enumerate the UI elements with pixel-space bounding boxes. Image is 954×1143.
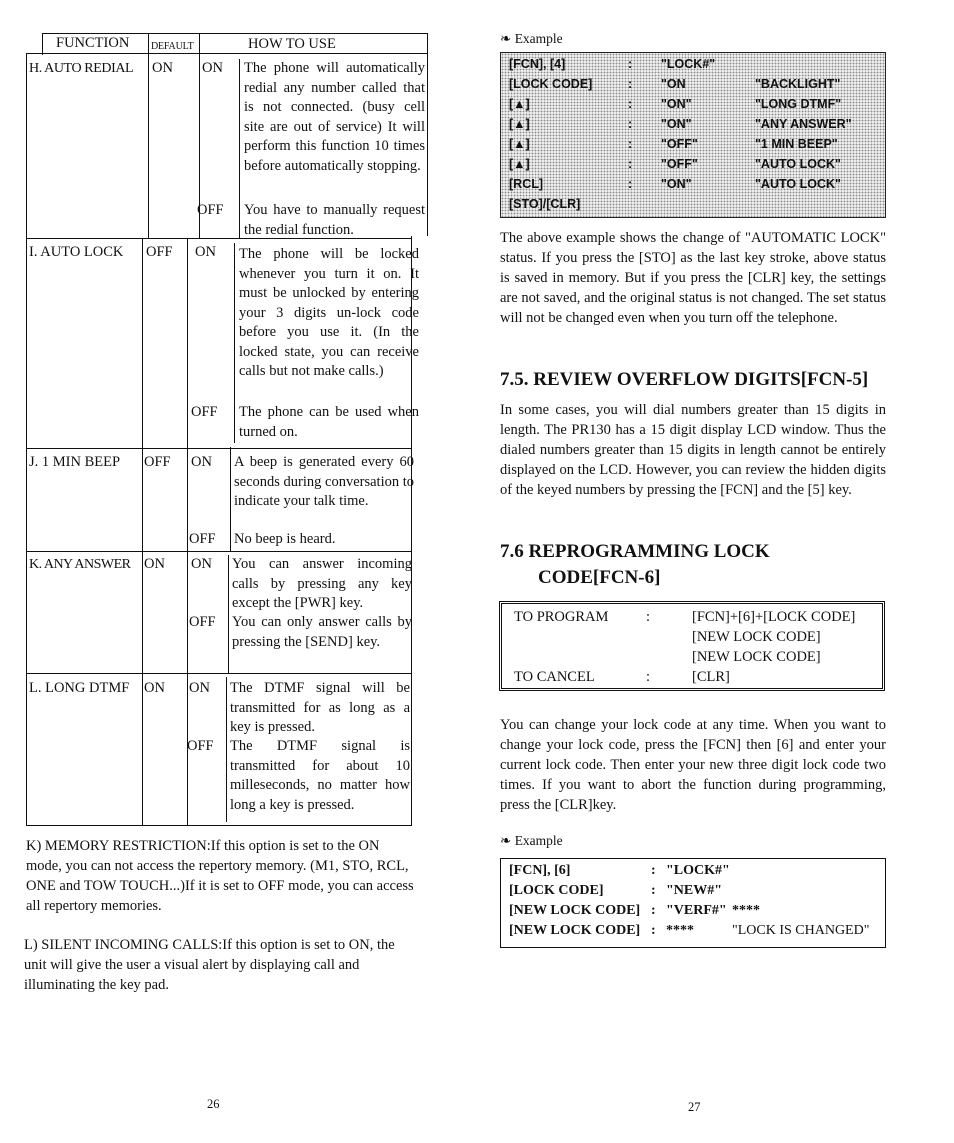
example-sep: : (628, 177, 633, 191)
section-title-7-5: 7.5. REVIEW OVERFLOW DIGITS[FCN-5] (500, 369, 869, 390)
function-name: K. ANY ANSWER (29, 557, 131, 572)
example-label: ❧ Example (500, 833, 563, 848)
row-separator (26, 448, 412, 449)
bullet-icon: ❧ (500, 833, 512, 848)
example-result: "BACKLIGHT" (755, 77, 841, 91)
setting-description: The phone will be locked whenever you turn it on. It must be unlocked by entering your 3 digits un-lock code before you use it. (In the locked state, you can receive calls but not make calls.) (239, 246, 419, 379)
example-row (501, 177, 885, 195)
setting-value: ON (191, 454, 212, 470)
default-value: OFF (144, 454, 171, 470)
example-key: [STO]/[CLR] (509, 197, 581, 211)
example-sep: : (628, 157, 633, 171)
default-value: ON (144, 680, 165, 696)
example-display: "NEW#" (666, 883, 722, 898)
memory-restriction-note: K) MEMORY RESTRICTION:If this option is set to the ON mode, you can not access the repertory memory. (M1, STO, RCL, ONE and TOW TOUCH...)If it is set to OFF mode, you can access all repertory memories. (26, 838, 414, 914)
cancel-sep: : (646, 669, 651, 685)
example-extra: **** (732, 903, 760, 918)
setting-description: The DTMF signal is transmitted for about 10 milleseconds, no matter how long a key is pressed. (230, 738, 410, 813)
header-function: FUNCTION (56, 35, 130, 51)
example-key: [RCL] (509, 177, 544, 191)
example-key: [▲] (509, 97, 530, 111)
example-key: [NEW LOCK CODE] (509, 923, 641, 938)
example-display: **** (666, 923, 694, 938)
desc-divider (234, 243, 235, 443)
example-display: "LOCK#" (666, 863, 730, 878)
example-key: [FCN], [6] (509, 863, 571, 878)
example-display: "VERF#" (666, 903, 727, 918)
program-sep: : (646, 609, 651, 625)
example-result: "ANY ANSWER" (755, 117, 852, 131)
setting-value: ON (202, 60, 223, 76)
example-row (501, 137, 885, 155)
to-cancel-label: TO CANCEL (514, 669, 595, 685)
function-name: L. LONG DTMF (29, 680, 130, 696)
example-sep: : (651, 883, 656, 898)
desc-divider (228, 555, 229, 673)
example-display: "ON" (661, 177, 692, 191)
row-separator (26, 673, 412, 674)
program-step: [NEW LOCK CODE] (692, 649, 821, 665)
example-row (501, 77, 885, 95)
setting-description: The phone will automatically redial any number called that is not connected. (busy cell site are out of service) It will perform this function 10 times before automatically stopping. (244, 60, 425, 174)
section-title-7-6-line1: 7.6 REPROGRAMMING LOCK (500, 541, 770, 562)
example-display: "ON (661, 77, 686, 91)
program-instructions-box (499, 601, 885, 691)
example-sep: : (628, 77, 633, 91)
setting-value: ON (191, 556, 212, 572)
example-key: [LOCK CODE] (509, 77, 593, 91)
section-7-6-body: You can change your lock code at any time. When you want to change your lock code, press the [FCN] then [6] and enter your current lock code. Then enter your new three digit lock code two times. If you want to abort the function during programming, press the [CLR]key. (500, 717, 886, 813)
program-step: [FCN]+[6]+[LOCK CODE] (692, 609, 856, 625)
setting-value: OFF (189, 531, 216, 547)
example-key: [FCN], [4] (509, 57, 566, 71)
example-result: "LONG DTMF" (755, 97, 842, 111)
default-value: OFF (146, 244, 173, 260)
example-row (501, 197, 885, 215)
to-program-label: TO PROGRAM (514, 609, 609, 625)
lock-code-example-box (500, 858, 886, 948)
table-right-border (427, 33, 428, 236)
bullet-icon: ❧ (500, 31, 512, 46)
desc-divider (226, 677, 227, 822)
example-row (501, 57, 885, 75)
example-result: "AUTO LOCK" (755, 157, 841, 171)
example-sep: : (628, 57, 633, 71)
setting-description: The phone can be used when turned on. (239, 404, 419, 440)
example-extra: "LOCK IS CHANGED" (732, 923, 870, 938)
example-label: ❧ Example (500, 31, 563, 46)
setting-description: The DTMF signal will be transmitted for as long as a key is pressed. (230, 680, 410, 735)
function-table (26, 33, 428, 826)
table-left-border (26, 53, 27, 826)
setting-description: A beep is generated every 60 seconds during conversation to indicate your talk time. (234, 454, 415, 509)
setting-value: ON (189, 680, 210, 696)
table-bottom-border (26, 825, 412, 826)
example-row (501, 117, 885, 135)
setting-value: OFF (187, 738, 214, 754)
example-key: [▲] (509, 157, 530, 171)
example-row (501, 97, 885, 115)
table-col-default-border-lower (142, 239, 143, 826)
example-display-box (500, 52, 886, 218)
example-sep: : (628, 117, 633, 131)
silent-incoming-note: L) SILENT INCOMING CALLS:If this option is set to ON, the unit will give the user a visual alert by displaying call and illuminating the key pad. (24, 937, 395, 993)
default-value: ON (144, 556, 165, 572)
example-row (501, 157, 885, 175)
setting-value: OFF (191, 404, 218, 420)
page-number-right: 27 (688, 1100, 701, 1114)
example-sep: : (651, 903, 656, 918)
desc-divider (230, 447, 231, 551)
setting-value: OFF (189, 614, 216, 630)
desc-divider (239, 59, 240, 239)
example-sep: : (651, 923, 656, 938)
example-key: [▲] (509, 117, 530, 131)
example-sep: : (651, 863, 656, 878)
setting-value: OFF (197, 202, 224, 218)
setting-description: No beep is heard. (234, 531, 336, 547)
setting-description: You can answer incoming calls by pressing any key except the [PWR] key. (232, 556, 412, 611)
example-display: "OFF" (661, 137, 698, 151)
program-step: [NEW LOCK CODE] (692, 629, 821, 645)
example-display: "LOCK#" (661, 57, 716, 71)
example-display: "ON" (661, 117, 692, 131)
example-result: "1 MIN BEEP" (755, 137, 838, 151)
example-key: [▲] (509, 137, 530, 151)
cancel-value: [CLR] (692, 669, 730, 685)
example-key: [NEW LOCK CODE] (509, 903, 641, 918)
default-value: ON (152, 60, 173, 76)
setting-description: You have to manually request the redial function. (244, 202, 425, 238)
function-name: H. AUTO REDIAL (29, 61, 134, 76)
section-7-5-body: In some cases, you will dial numbers greater than 15 digits in length. The PR130 has a 15 digit display LCD window. Thus the dialed numbers greater than 15 digits in length cannot be entirely displayed on the LCD. However, you can review the hidden digits of the keyed numbers by pressing the [FCN] and the [5] key. (500, 402, 886, 498)
setting-value: ON (195, 244, 216, 260)
example-display: "ON" (661, 97, 692, 111)
setting-description: You can only answer calls by pressing the [SEND] key. (232, 614, 412, 650)
row-separator (26, 551, 412, 552)
example-display: "OFF" (661, 157, 698, 171)
example-explanation: The above example shows the change of "AUTOMATIC LOCK" status. If you press the [STO] as the last key stroke, above status is saved in memory. But if you press the [CLR] key, the settings are not saved, and the original status is not changed. The set status will not be changed even when you turn off the telephone. (500, 230, 886, 326)
function-name: J. 1 MIN BEEP (29, 454, 121, 470)
example-key: [LOCK CODE] (509, 883, 604, 898)
table-left-border-head (42, 33, 43, 55)
header-how-to-use: HOW TO USE (248, 36, 336, 52)
header-default: DEFAULT (151, 41, 194, 52)
example-sep: : (628, 137, 633, 151)
section-title-7-6-line2: CODE[FCN-6] (538, 567, 661, 588)
page-number-left: 26 (207, 1097, 220, 1111)
example-sep: : (628, 97, 633, 111)
function-name: I. AUTO LOCK (29, 244, 124, 260)
example-result: "AUTO LOCK" (755, 177, 841, 191)
